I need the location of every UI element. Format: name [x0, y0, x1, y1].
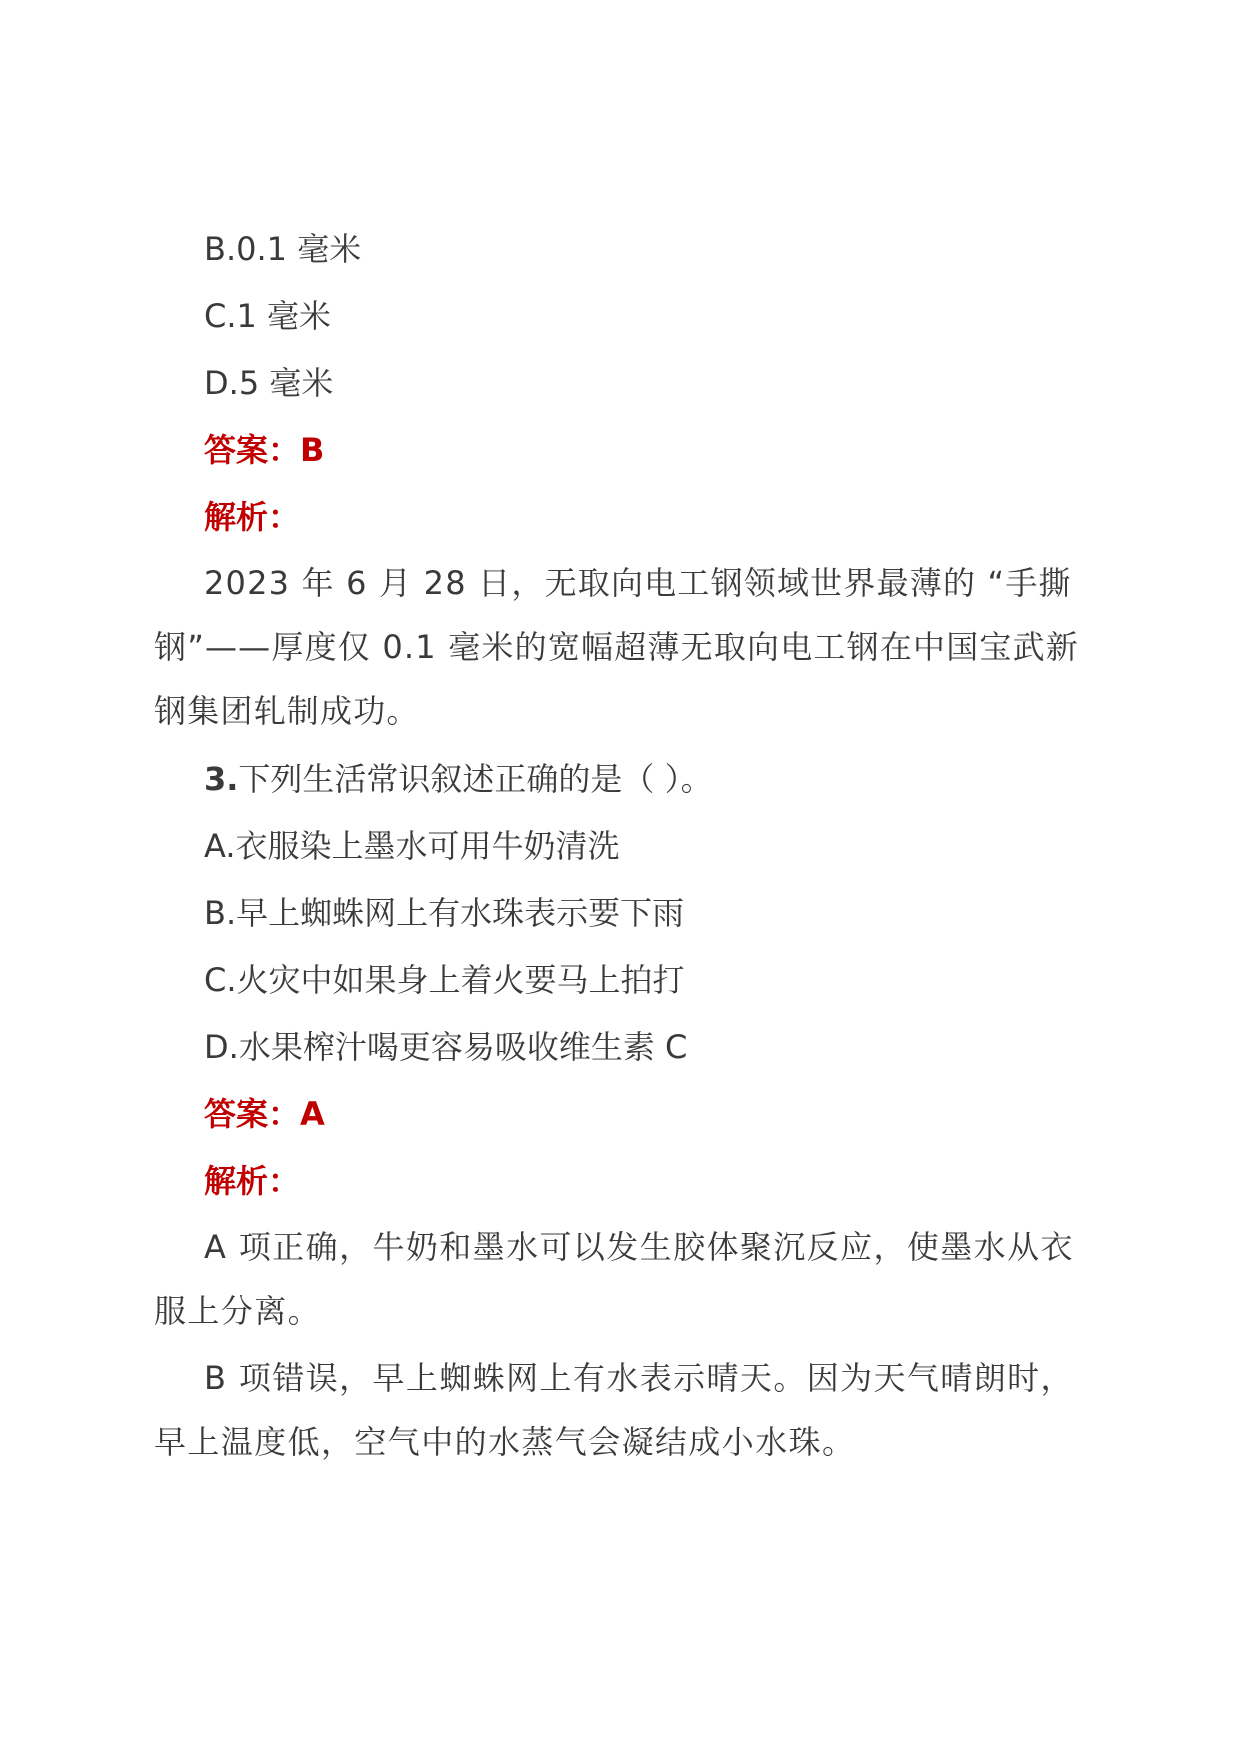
q3-analysis-a: A 项正确，牛奶和墨水可以发生胶体聚沉反应，使墨水从衣服上分离。	[154, 1228, 1074, 1330]
q2-option-c: C.1 毫米	[204, 297, 332, 335]
q2-option-d: D.5 毫米	[204, 364, 334, 402]
q2-analysis-label: 解析：	[204, 498, 301, 536]
q2-analysis-text: 2023 年 6 月 28 日，无取向电工钢领域世界最薄的 “手撕钢”——厚度仅 0.1 毫米的宽幅超薄无取向电工钢在中国宝武新钢集团轧制成功。	[154, 564, 1080, 730]
q3-question	[154, 746, 1084, 813]
q2-answer: 答案：B	[204, 431, 325, 469]
q3-option-d: D.水果榨汁喝更容易吸收维生素 C	[204, 1028, 688, 1066]
q3-option-c: C.火灾中如果身上着火要马上拍打	[204, 961, 685, 999]
q3-analysis-label: 解析：	[204, 1162, 301, 1200]
q2-option-b: B.0.1 毫米	[204, 230, 362, 268]
q3-option-a: A.衣服染上墨水可用牛奶清洗	[204, 827, 620, 865]
document-page	[154, 216, 1084, 1477]
q3-question-text: 下列生活常识叙述正确的是（ ）。	[238, 760, 713, 798]
q3-option-b: B.早上蜘蛛网上有水珠表示要下雨	[204, 894, 685, 932]
q3-number: 3.	[204, 760, 239, 798]
q3-analysis-b: B 项错误，早上蜘蛛网上有水表示晴天。因为天气晴朗时，早上温度低，空气中的水蒸气会凝结成小水珠。	[154, 1359, 1074, 1461]
q3-answer: 答案：A	[204, 1095, 325, 1133]
